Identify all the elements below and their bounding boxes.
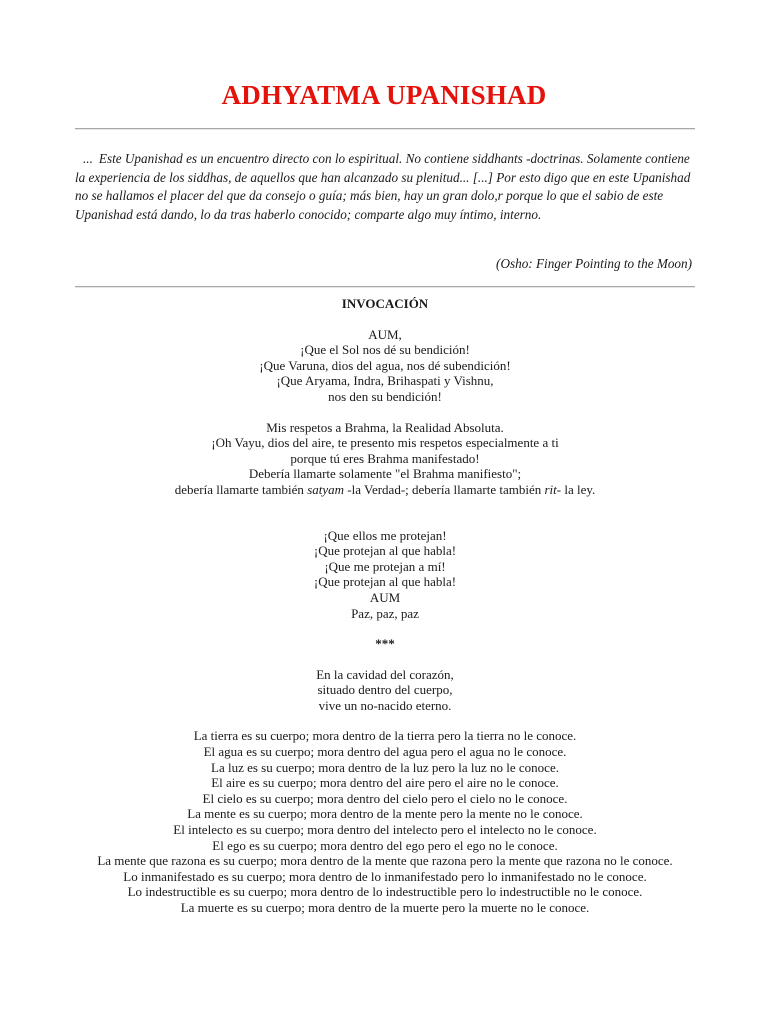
divider-top — [75, 128, 695, 130]
stanza-line: El cielo es su cuerpo; mora dentro del cielo pero el cielo no le conoce. — [202, 790, 568, 806]
intro-text: Este Upanishad es un encuentro directo con lo espiritual. No contiene siddhants -doctrinas. Solamente contiene la experiencia de los siddhas, de aquellos que han alcanzado su plenitud... [...] Por esto digo que en este Upanishad no se hallamos el placer del que da consejo o guía; más bien, hay un gran dolo,r porque lo que el sabio de este Upanishad está dando, lo da tras haberlo conocido; comparte algo muy íntimo, interno. — [75, 151, 691, 222]
invocation-body — [75, 296, 695, 931]
stanza-line: Lo inmanifestado es su cuerpo; mora dentro de lo inmanifestado pero lo inmanifestado no le conoce. — [123, 868, 647, 884]
term-satyam: satyam — [307, 481, 345, 497]
stanza-line: La mente que razona es su cuerpo; mora dentro de la mente que razona pero la mente que razona no le conoce. — [97, 853, 673, 869]
stanza-line: La muerte es su cuerpo; mora dentro de la muerte pero la muerte no le conoce. — [180, 900, 590, 915]
stanza-line: Debería llamarte solamente "el Brahma manifiesto"; — [248, 466, 522, 482]
term-rit: rit- — [544, 481, 562, 497]
stanza-line: AUM — [369, 589, 401, 605]
stanza-3 — [75, 528, 695, 622]
document-title: ADHYATMA UPANISHAD — [221, 80, 547, 110]
section-separator: *** — [375, 636, 395, 652]
line-part: la ley. — [564, 481, 596, 497]
stanza-line: ¡Oh Vayu, dios del aire, te presento mis respetos especialmente a ti — [211, 435, 559, 451]
stanza-line: situado dentro del cuerpo, — [317, 682, 453, 698]
stanza-line: ¡Que protejan al que habla! — [313, 574, 457, 590]
stanza-line: vive un no-nacido eterno. — [318, 697, 452, 713]
stanza-line: ¡Que me protejan a mí! — [324, 558, 446, 574]
stanza-line: ¡Que Aryama, Indra, Brihaspati y Vishnu, — [276, 373, 494, 389]
stanza-line — [75, 482, 695, 498]
line-part: debería llamarte también — [174, 481, 304, 497]
stanza-2 — [75, 420, 695, 498]
intro-ellipsis: ... — [83, 151, 93, 166]
stanza-line: El intelecto es su cuerpo; mora dentro del intelecto pero el intelecto no le conoce. — [173, 822, 597, 838]
stanza-1 — [75, 327, 695, 405]
stanza-line: ¡Que Varuna, dios del agua, nos dé subendición! — [259, 357, 511, 373]
line-part: -la Verdad-; debería llamarte también — [347, 481, 542, 497]
stanza-line: Mis respetos a Brahma, la Realidad Absoluta. — [266, 419, 504, 435]
stanza-line: nos den su bendición! — [328, 388, 442, 404]
stanza-line: En la cavidad del corazón, — [316, 666, 454, 682]
stanza-line: La luz es su cuerpo; mora dentro de la luz pero la luz no le conoce. — [211, 759, 559, 775]
divider-middle — [75, 286, 695, 288]
quote-attribution: (Osho: Finger Pointing to the Moon) — [496, 256, 692, 271]
stanza-line: El ego es su cuerpo; mora dentro del ego pero el ego no le conoce. — [212, 837, 558, 853]
stanza-line: La mente es su cuerpo; mora dentro de la mente pero la mente no le conoce. — [187, 806, 583, 822]
stanza-line: AUM, — [368, 326, 402, 342]
stanza-line: ¡Que protejan al que habla! — [313, 543, 457, 559]
section-heading: INVOCACIÓN — [341, 296, 429, 311]
stanza-5 — [75, 728, 695, 915]
stanza-line: ¡Que ellos me protejan! — [323, 527, 447, 543]
stanza-line: La tierra es su cuerpo; mora dentro de la tierra pero la tierra no le conoce. — [193, 728, 577, 744]
stanza-line: porque tú eres Brahma manifestado! — [290, 450, 480, 466]
stanza-line: ¡Que el Sol nos dé su bendición! — [300, 342, 470, 358]
stanza-line: El aire es su cuerpo; mora dentro del aire pero el aire no le conoce. — [211, 775, 559, 791]
intro-quote — [75, 150, 695, 224]
stanza-line: Lo indestructible es su cuerpo; mora dentro de lo indestructible pero lo indestructible no le conoce. — [127, 884, 643, 900]
stanza-line: Paz, paz, paz — [351, 605, 419, 621]
stanza-4 — [75, 667, 695, 714]
stanza-line: El agua es su cuerpo; mora dentro del agua pero el agua no le conoce. — [203, 744, 567, 760]
